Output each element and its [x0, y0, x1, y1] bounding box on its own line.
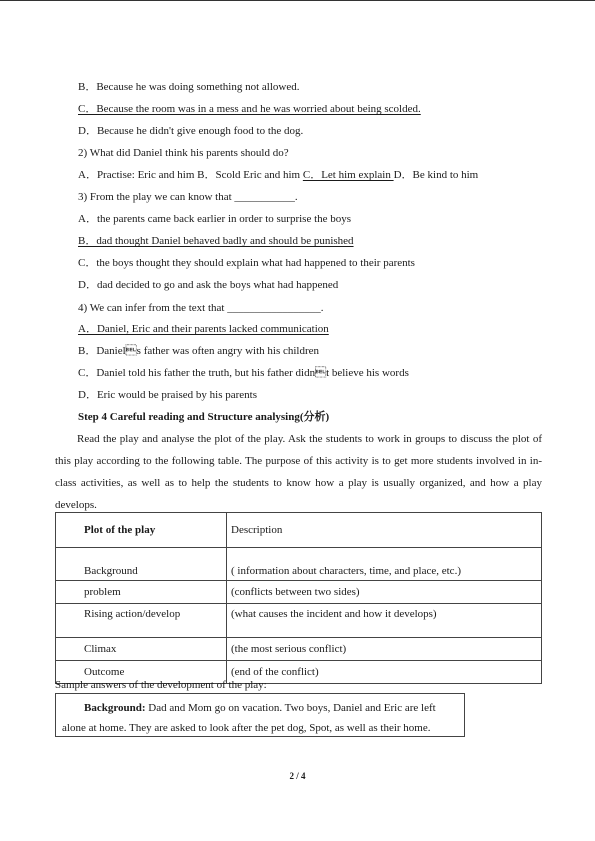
q2-options	[78, 168, 478, 182]
table-cell-description: ( information about characters, time, and place, etc.)	[227, 548, 542, 581]
table-cell-plot: problem	[56, 581, 227, 604]
background-text: Dad and Mom go on vacation. Two boys, Daniel and Eric are left alone at home. They are asked to look after the pet dog, Spot, as well as their home.	[62, 702, 436, 734]
q3-question: 3) From the play we can know that ___________.	[78, 191, 298, 203]
q3-option-c: C．the boys thought they should explain what had happened to their parents	[78, 257, 415, 269]
table-cell-description: (end of the conflict)	[227, 661, 542, 684]
table-cell-plot: Background	[56, 548, 227, 581]
step4-paragraph	[55, 428, 542, 516]
q4-option-a-answer: A．Daniel, Eric and their parents lacked communication	[78, 323, 329, 335]
sample-answers-label: Sample answers of the development of the play:	[55, 679, 267, 691]
q3-option-a: A．the parents came back earlier in order to surprise the boys	[78, 213, 352, 225]
q2-question: 2) What did Daniel think his parents should do?	[78, 147, 289, 159]
table-cell-description: (what causes the incident and how it develops)	[227, 604, 542, 638]
table-row	[56, 604, 542, 638]
table-cell-plot: Rising action/develop	[56, 604, 227, 638]
background-box	[55, 693, 465, 737]
page-number: 2 / 4	[289, 771, 306, 781]
step4-heading: Step 4 Careful reading and Structure analysing(分析)	[78, 411, 330, 423]
page-top-rule	[0, 0, 595, 1]
q1-option-d: D．Because he didn't give enough food to the dog.	[78, 125, 304, 137]
q1-option-b: B．Because he was doing something not allowed.	[78, 81, 300, 93]
plot-table	[55, 512, 542, 684]
q2-options-ab: A．Practise: Eric and him B．Scold Eric and him	[78, 169, 303, 181]
q4-question: 4) We can infer from the text that _________________.	[78, 302, 324, 314]
table-cell-plot: Outcome	[56, 661, 227, 684]
table-header-plot: Plot of the play	[56, 513, 227, 548]
table-header-row	[56, 513, 542, 548]
table-header-description: Description	[227, 513, 542, 548]
q2-option-c-answer: C．Let him explain	[302, 169, 394, 181]
table-cell-description: (the most serious conflict)	[227, 638, 542, 661]
step4-paragraph-text: Read the play and analyse the plot of the play. Ask the students to work in groups to discuss the plot of this play according to the following table. The purpose of this activity is to get more students involved in in-class activities, as well as to help the students to know how a play is usually organized, and how a play develops.	[55, 433, 542, 511]
table-row	[56, 548, 542, 581]
q4-option-c: C．Daniel told his father the truth, but his father didnt believe his words	[78, 367, 409, 379]
background-title: Background:	[84, 702, 146, 714]
q4-option-d: D．Eric would be praised by his parents	[78, 389, 258, 401]
table-row	[56, 638, 542, 661]
q1-option-c-answer: C．Because the room was in a mess and he was worried about being scolded.	[78, 103, 421, 115]
q4-option-b: B．Daniels father was often angry with his children	[78, 345, 320, 357]
table-cell-description: (conflicts between two sides)	[227, 581, 542, 604]
q3-option-b-answer: B．dad thought Daniel behaved badly and should be punished	[78, 235, 354, 247]
table-cell-plot: Climax	[56, 638, 227, 661]
q2-option-d: D．Be kind to him	[393, 169, 479, 181]
q3-option-d: D．dad decided to go and ask the boys what had happened	[78, 279, 339, 291]
table-row	[56, 581, 542, 604]
